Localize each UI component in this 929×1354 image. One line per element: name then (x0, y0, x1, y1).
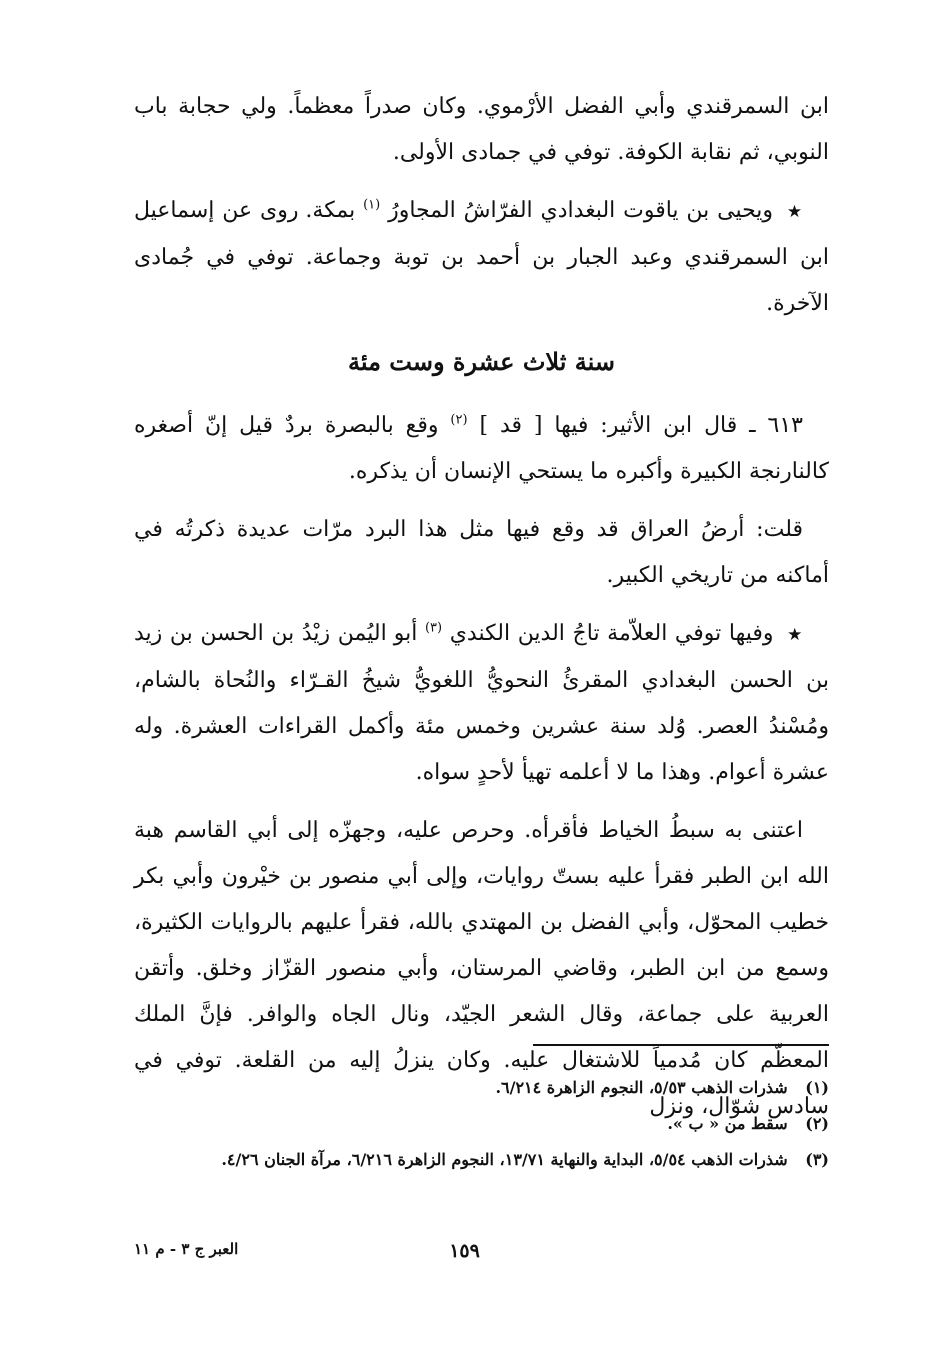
signature-mark: العبر ج ٣ - م ١١ (134, 1240, 239, 1258)
footnote-2 (134, 1106, 829, 1142)
paragraph-text: قلت: أرضُ العراق قد وقع فيها مثل هذا البرد مرّات عديدة ذكرتُه في أماكنه من تاريخي الكبير. (134, 517, 829, 588)
footnotes (134, 1070, 829, 1178)
footnote-1 (134, 1070, 829, 1106)
footnote-number: (٣) (805, 1150, 829, 1169)
footnote-3 (134, 1142, 829, 1178)
footnote-number: (٢) (805, 1114, 829, 1133)
paragraph-text: ويحيى بن ياقوت البغدادي الفرّاشُ المجاورُ (388, 198, 774, 223)
footnote-ref[interactable]: (١) (363, 197, 381, 213)
year-heading: سنة ثلاث عشرة وست مئة (347, 347, 615, 376)
paragraph-text: ابن السمرقندي وأبي الفضل الأرْموي. وكان صدراً معظماً. ولي حجابة باب النوبي، ثم نقابة الكوفة. توفي في جمادى الأولى. (134, 94, 829, 165)
paragraph-text: أبو اليُمن زيْدُ بن الحسن بن زيد بن الحسن البغدادي المقرئُ النحويُّ اللغويُّ شيخُ القـرّاء والنُحاة بالشام، ومُسْندُ العصر. وُلد سنة عشرين وخمس مئة وأكمل القراءات العشرة. وله عشرة أعوام. وهذا ما لا أعلمه تهيأ لأحدٍ سواه. (134, 621, 829, 785)
star-icon: ★ (786, 202, 803, 222)
footnote-text: شذرات الذهب ٥/٥٤، البداية والنهاية ١٣/٧١، النجوم الزاهرة ٦/٢١٦، مرآة الجنان ٤/٢٦. (221, 1150, 788, 1169)
footnote-text: سقط من « ب ». (667, 1114, 788, 1133)
paragraph-text: ٦١٣ ـ قال ابن الأثير: فيها [ قد ] (479, 413, 803, 438)
paragraph-613 (134, 403, 829, 495)
star-icon: ★ (787, 625, 804, 645)
paragraph-armawi (134, 84, 829, 176)
paragraph-qultu (134, 507, 829, 599)
paragraph-text: بمكة. روى عن إسماعيل ابن السمرقندي وعبد الجبار بن أحمد بن توبة وجماعة. توفي في جُمادى الآخرة. (134, 198, 829, 316)
paragraph-text: اعتنى به سبطُ الخياط فأقرأه. وحرص عليه، وجهزّه إلى أبي القاسم هبة الله ابن الطبر فقرأ عليه بستّ روايات، وإلى أبي منصور بن خيْرون وأبي بكر خطيب المحوّل، وأبي الفضل بن المهتدي بالله، فقرأ عليهم بالروايات الكثيرة، وسمع من ابن الطبر، وقاضي المرستان، وأبي منصور القزّاز وخلق. وأتقن العربية على جماعة، وقال الشعر الجيّد، ونال الجاه والوافر. فإنَّ الملك المعظّم كان مُدمياً للاشتغال عليه. وكان ينزلُ إليه من القلعة. توفي في سادس شوّال، ونزل (134, 818, 829, 1119)
footnote-ref[interactable]: (٢) (450, 412, 468, 428)
footnote-text: شذرات الذهب ٥/٥٣، النجوم الزاهرة ٦/٢١٤. (495, 1078, 788, 1097)
paragraph-kindi (134, 611, 829, 796)
main-text (134, 84, 829, 1142)
paragraph-text: وفيها توفي العلاّمة تاجُ الدين الكندي (449, 621, 774, 646)
footnote-ref[interactable]: (٣) (424, 620, 443, 636)
page-number: ١٥٩ (449, 1240, 480, 1262)
paragraph-yahya (134, 188, 829, 327)
paragraph-text: وقع بالبصرة بردٌ قيل إنّ أصغره كالنارنجة الكبيرة وأكبره ما يستحي الإنسان أن يذكره. (134, 413, 829, 484)
footnote-number: (١) (805, 1078, 829, 1097)
footnote-divider (533, 1044, 829, 1046)
